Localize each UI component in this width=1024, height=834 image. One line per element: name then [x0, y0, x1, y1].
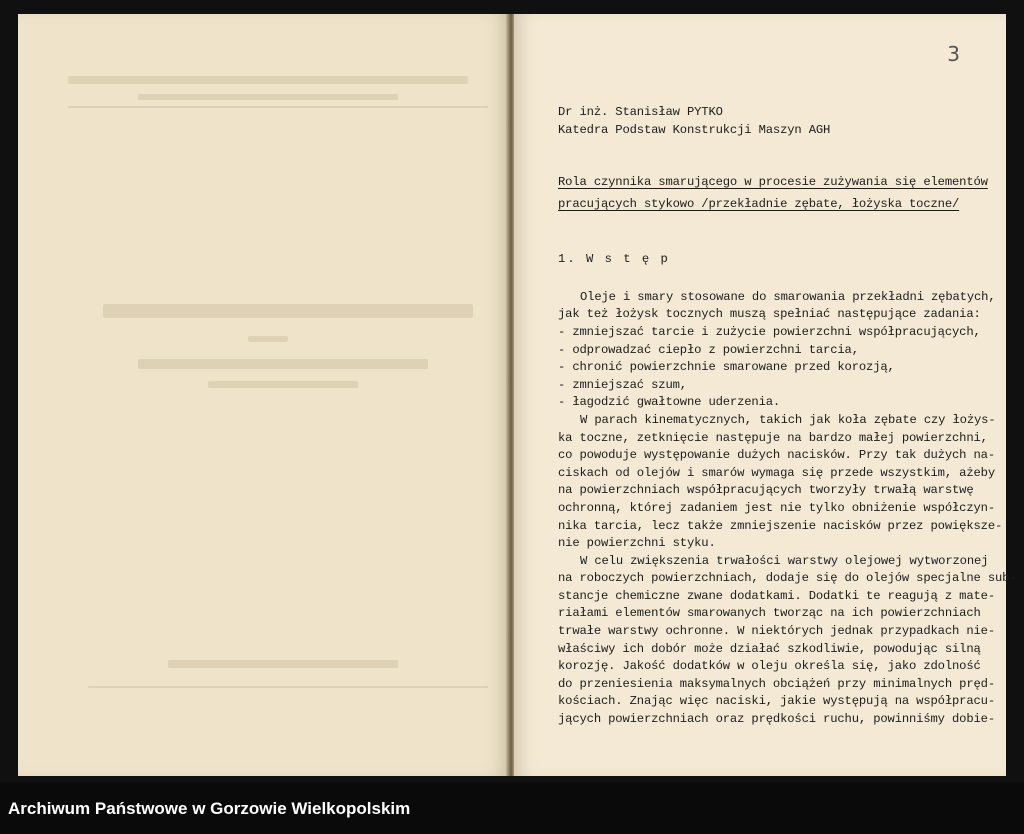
bleed-through-mark	[138, 359, 428, 369]
text-line: na roboczych powierzchniach, dodaje się do olejów specjalne sub-	[558, 571, 1017, 586]
list-item: - chronić powierzchnie smarowane przed korozją,	[558, 360, 895, 375]
text-line: Oleje i smary stosowane do smarowania przekładni zębatych,	[580, 289, 996, 304]
text-line: W parach kinematycznych, takich jak koła zębate czy łożys-	[580, 412, 996, 427]
author-line: Dr inż. Stanisław PYTKO	[558, 105, 723, 119]
list-item: - zmniejszać tarcie i zużycie powierzchni współpracujących,	[558, 324, 981, 339]
text-line: stancje chemiczne zwane dodatkami. Dodatki te reagują z mate-	[558, 588, 995, 603]
archive-footer	[0, 782, 1024, 834]
text-line: co powoduje występowanie dużych nacisków. Przy tak dużych na-	[558, 448, 995, 463]
bleed-through-mark	[138, 94, 398, 100]
title-line: pracujących stykowo /przekładnie zębate, łożyska toczne/	[558, 197, 960, 212]
department-line: Katedra Podstaw Konstrukcji Maszyn AGH	[558, 122, 831, 137]
task-list	[558, 324, 981, 412]
text-line: jących powierzchniach oraz prędkości ruchu, powinniśmy dobie-	[558, 712, 995, 727]
section-heading: 1. W s t ę p	[558, 252, 670, 267]
text-line: do przeniesienia maksymalnych obciążeń przy minimalnych pręd-	[558, 676, 995, 691]
list-item: - łagodzić gwałtowne uderzenia.	[558, 395, 781, 410]
text-line: riałami elementów smarowanych tworząc na ich powierzchniach	[558, 606, 981, 621]
text-line: jak też łożysk tocznych muszą spełniać następujące zadania:	[558, 307, 981, 322]
bleed-through-mark	[88, 686, 488, 688]
text-line: korozję. Jakość dodatków w oleju określa się, jako zdolność	[558, 659, 981, 674]
paragraph-additives	[558, 553, 1017, 729]
text-line: trwałe warstwy ochronne. W niektórych jednak przypadkach nie-	[558, 624, 995, 639]
text-line: nie powierzchni styku.	[558, 536, 716, 551]
right-page	[514, 14, 1017, 776]
text-line: W celu zwiększenia trwałości warstwy olejowej wytworzonej	[580, 553, 989, 568]
bleed-through-mark	[208, 381, 358, 388]
text-line: na powierzchniach współpracujących tworzyły trwałą warstwę	[558, 483, 974, 498]
text-line: właściwy ich dobór może działać szkodliwie, powodując silną	[558, 641, 981, 656]
text-line: kościach. Znając więc naciski, jakie występują na współpracu-	[558, 694, 995, 709]
text-line: ka toczne, zetknięcie następuje na bardzo małej powierzchni,	[558, 430, 988, 445]
document-title	[558, 171, 988, 215]
bleed-through-mark	[68, 76, 468, 84]
list-item: - odprowadzać ciepło z powierzchni tarcia,	[558, 342, 859, 357]
bleed-through-mark	[103, 304, 473, 318]
list-item: - zmniejszać szum,	[558, 377, 687, 392]
page-number: 3	[947, 42, 960, 66]
text-line: ciskach od olejów i smarów wymaga się przede wszystkim, ażeby	[558, 465, 995, 480]
title-line: Rola czynnika smarującego w procesie zużywania się elementów	[558, 175, 988, 190]
bleed-through-mark	[68, 106, 488, 108]
text-line: ochronną, której zadaniem jest nie tylko obniżenie współczyn-	[558, 500, 995, 515]
left-page	[18, 14, 508, 776]
text-line: nika tarcia, lecz także zmniejszenie nacisków przez powiększe-	[558, 518, 1003, 533]
bleed-through-mark	[248, 336, 288, 342]
bleed-through-mark	[168, 660, 398, 668]
paragraph-intro	[558, 289, 996, 324]
archive-name: Archiwum Państwowe w Gorzowie Wielkopolskim	[8, 799, 411, 818]
paragraph-contact	[558, 412, 1003, 553]
document-body	[558, 104, 1017, 729]
